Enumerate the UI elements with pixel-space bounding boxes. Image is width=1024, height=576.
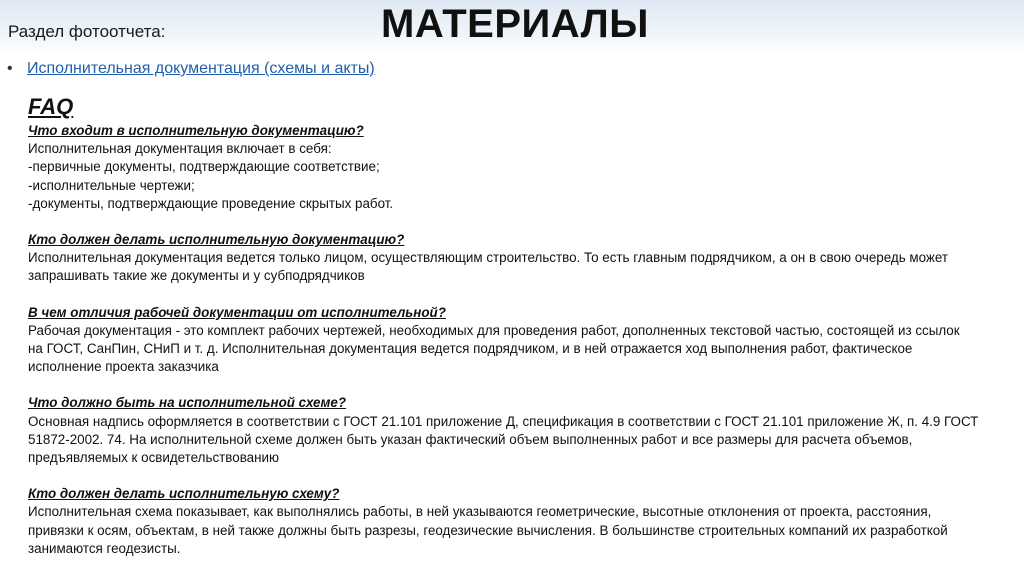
bullet-item	[7, 60, 375, 78]
faq-answer-line: Основная надпись оформляется в соответствии с ГОСТ 21.101 приложение Д, спецификация в соответствии с ГОСТ 21.101 приложение Ж, п. 4.9 ГОСТ	[28, 413, 979, 429]
faq-answer-line: занимаются геодезисты.	[28, 540, 181, 556]
faq-item	[28, 304, 1008, 377]
faq-answer-line: -исполнительные чертежи;	[28, 177, 195, 193]
faq-item	[28, 485, 1008, 558]
header-band	[0, 0, 1024, 56]
section-label: Раздел фотоотчета:	[8, 22, 166, 41]
faq-answer-line: 51872-2002. 74. На исполнительной схеме должен быть указан фактический объем выполненных работ и все размеры для расчета объемов,	[28, 431, 913, 447]
faq-item	[28, 231, 1008, 286]
faq-answer-line: Исполнительная схема показывает, как выполнялись работы, в ней указываются геометрические, высотные отклонения от проекта, расстояния,	[28, 504, 932, 520]
faq-answer-line: -первичные документы, подтверждающие соответствие;	[28, 159, 380, 175]
faq-question: В чем отличия рабочей документации от исполнительной?	[28, 304, 446, 320]
faq-answer-line: запрашивать такие же документы и у субподрядчиков	[28, 268, 365, 284]
faq-answer-line: -документы, подтверждающие проведение скрытых работ.	[28, 195, 394, 211]
faq-answer-line: Рабочая документация - это комплект рабочих чертежей, необходимых для проведения работ, дополненных текстовой частью, состоящей из ссылок	[28, 322, 960, 338]
faq-content	[28, 94, 1008, 576]
faq-answer-line: на ГОСТ, СанПин, СНиП и т. д. Исполнительная документация ведется подрядчиком, и в ней отражается ход выполнения работ, фактическое	[28, 341, 913, 357]
faq-answer-line: Исполнительная документация ведется только лицом, осуществляющим строительство. То есть главным подрядчиком, а он в свою очередь может	[28, 250, 949, 266]
faq-question: Кто должен делать исполнительную документацию?	[28, 232, 405, 248]
faq-item	[28, 394, 1008, 467]
faq-item	[28, 122, 1008, 213]
faq-answer-line: исполнение проекта заказчика	[28, 359, 219, 375]
faq-answer-line: привязки к осям, объектам, в ней также должны быть разрезы, геодезические вычисления. В большинстве строительных компаний их разработкой	[28, 522, 948, 538]
faq-question: Что входит в исполнительную документацию?	[28, 123, 364, 138]
faq-list	[28, 122, 1008, 558]
page-title: МАТЕРИАЛЫ	[381, 2, 649, 46]
faq-answer-line: Исполнительная документация включает в себя:	[28, 141, 332, 157]
bullet-marker: •	[7, 60, 13, 77]
executive-documentation-link[interactable]: Исполнительная документация (схемы и акты)	[27, 60, 375, 77]
faq-question: Кто должен делать исполнительную схему?	[28, 486, 340, 502]
faq-heading: FAQ	[28, 94, 74, 119]
faq-answer-line: предъявляемых к освидетельствованию	[28, 450, 280, 466]
faq-question: Что должно быть на исполнительной схеме?	[28, 395, 347, 411]
